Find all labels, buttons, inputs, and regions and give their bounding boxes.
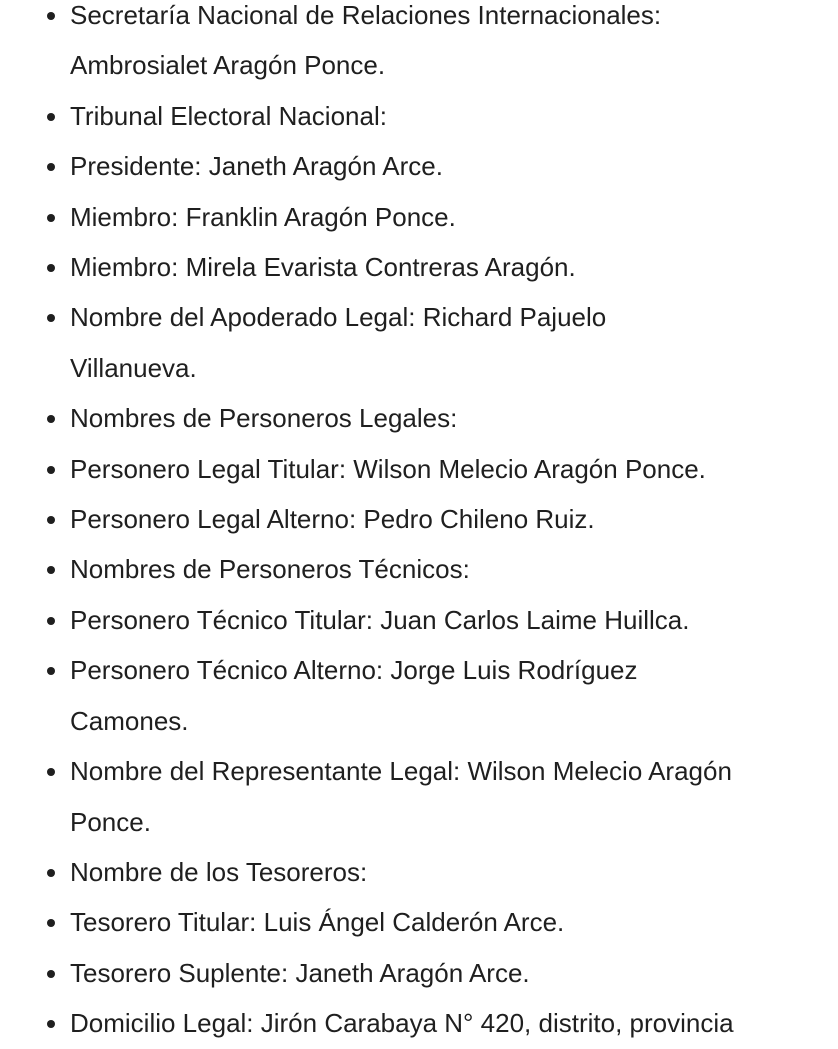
bullet-dot-icon xyxy=(47,667,55,675)
list-item-text-line: Villanueva. xyxy=(70,352,197,383)
list-item-text-line: Nombres de Personeros Técnicos: xyxy=(70,554,470,585)
list-item-text-line: Nombre del Representante Legal: Wilson Melecio Aragón xyxy=(70,756,732,787)
list-item xyxy=(70,192,838,242)
bullet-dot-icon xyxy=(47,12,55,20)
list-item xyxy=(70,746,838,847)
bullet-dot-icon xyxy=(47,163,55,171)
list-item-text-line: Personero Legal Alterno: Pedro Chileno Ruiz. xyxy=(70,504,595,535)
list-item xyxy=(70,242,838,292)
list-item-text-line: Personero Técnico Alterno: Jorge Luis Rodríguez xyxy=(70,655,638,686)
list-item xyxy=(70,847,838,897)
bullet-dot-icon xyxy=(47,1020,55,1028)
bullet-dot-icon xyxy=(47,415,55,423)
list-item-text-line: Tesorero Titular: Luis Ángel Calderón Arce. xyxy=(70,907,565,938)
list-item xyxy=(70,444,838,494)
list-item xyxy=(70,91,838,141)
bullet-dot-icon xyxy=(47,113,55,121)
list-item-text-line: Personero Legal Titular: Wilson Melecio Aragón Ponce. xyxy=(70,453,706,484)
list-item xyxy=(70,897,838,947)
list-item-text-line: Domicilio Legal: Jirón Carabaya N° 420, distrito, provincia xyxy=(70,1008,734,1039)
list-item-text-line: Ponce. xyxy=(70,806,151,837)
list-item-text-line: Personero Técnico Titular: Juan Carlos Laime Huillca. xyxy=(70,604,690,635)
bullet-dot-icon xyxy=(47,768,55,776)
list-item-text-line: Camones. xyxy=(70,705,189,736)
list-item-text-line: Nombres de Personeros Legales: xyxy=(70,403,458,434)
bullet-dot-icon xyxy=(47,566,55,574)
list-item xyxy=(70,595,838,645)
list-item-text-line: Ambrosialet Aragón Ponce. xyxy=(70,50,386,81)
bullet-dot-icon xyxy=(47,970,55,978)
list-item xyxy=(70,0,838,91)
bullet-dot-icon xyxy=(47,214,55,222)
list-item xyxy=(70,645,838,746)
bullet-dot-icon xyxy=(47,314,55,322)
list-item xyxy=(70,393,838,443)
list-item-text-line: Miembro: Franklin Aragón Ponce. xyxy=(70,201,456,232)
list-item-text-line: Presidente: Janeth Aragón Arce. xyxy=(70,151,443,182)
bullet-dot-icon xyxy=(47,516,55,524)
list-item xyxy=(70,141,838,191)
list-item xyxy=(70,948,838,998)
list-item-text-line: Tesorero Suplente: Janeth Aragón Arce. xyxy=(70,957,530,988)
list-item xyxy=(70,494,838,544)
list-item-text-line: Secretaría Nacional de Relaciones Internacionales: xyxy=(70,0,662,30)
list-item xyxy=(70,544,838,594)
list-item-text-line: Nombre del Apoderado Legal: Richard Pajuelo xyxy=(70,302,607,333)
list-item-text-line: Miembro: Mirela Evarista Contreras Aragón. xyxy=(70,252,576,283)
list-item xyxy=(70,292,838,393)
bullet-dot-icon xyxy=(47,919,55,927)
list-item-text-line: Nombre de los Tesoreros: xyxy=(70,856,368,887)
bullet-dot-icon xyxy=(47,466,55,474)
list-item-text-line: Tribunal Electoral Nacional: xyxy=(70,100,387,131)
bullet-dot-icon xyxy=(47,617,55,625)
bullet-dot-icon xyxy=(47,869,55,877)
bullet-dot-icon xyxy=(47,264,55,272)
list-item xyxy=(70,998,838,1048)
